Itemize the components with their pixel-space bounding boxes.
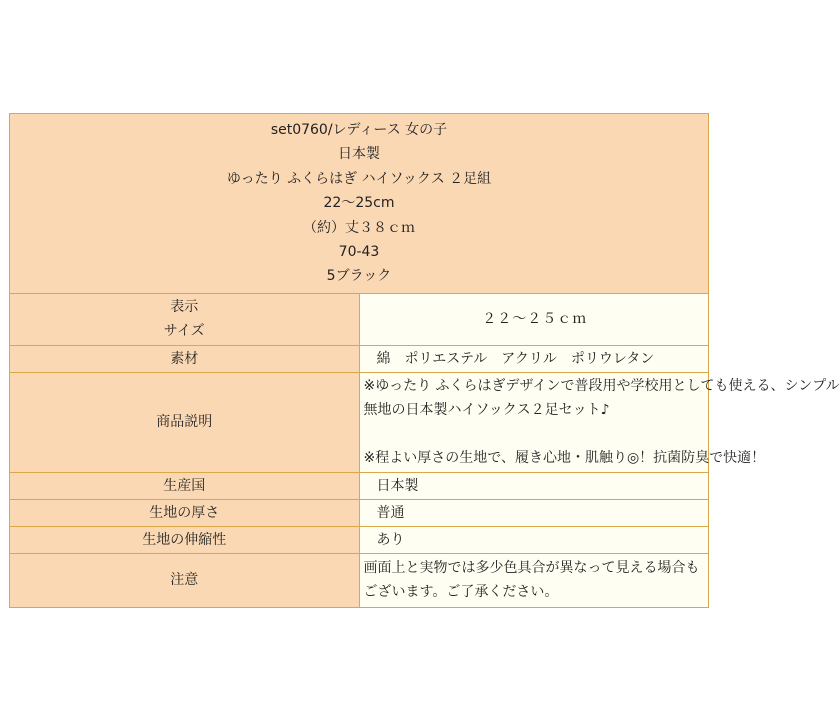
description-line-1: ※ゆったり ふくらはぎデザインで普段用や学校用としても使える、シンプル xyxy=(363,378,840,395)
thickness-label: 生地の厚さ xyxy=(10,499,360,526)
product-spec-table xyxy=(9,113,840,608)
note-value xyxy=(359,553,709,607)
origin-label: 生産国 xyxy=(10,472,360,499)
description-label: 商品説明 xyxy=(10,372,360,472)
size-label: 表示 サイズ xyxy=(10,293,360,345)
description-line-2: 無地の日本製ハイソックス２足セット♪ xyxy=(363,402,610,419)
thickness-row xyxy=(10,499,709,526)
note-row xyxy=(10,553,709,607)
material-row xyxy=(10,345,709,372)
header-row xyxy=(10,114,709,294)
size-row xyxy=(10,293,709,345)
description-spacer xyxy=(364,422,707,446)
note-text: 画面上と実物では多少色具合が異なって見える場合もございます。ご了承ください。 xyxy=(363,560,700,601)
product-name-line: ゆったり ふくらはぎ ハイソックス ２足組 xyxy=(226,170,492,187)
material-value: 綿 ポリエステル アクリル ポリウレタン xyxy=(359,345,709,372)
origin-value: 日本製 xyxy=(359,472,709,499)
size-line: 22～25cm xyxy=(323,195,395,212)
product-code-line: set0760/レディース 女の子 xyxy=(270,122,448,138)
item-number-line: 70-43 xyxy=(338,244,380,261)
stretch-value: あり xyxy=(359,526,709,553)
color-line: 5ブラック xyxy=(326,268,392,285)
note-label: 注意 xyxy=(10,553,360,607)
description-value xyxy=(359,372,840,472)
size-value: ２２～２５ｃｍ xyxy=(359,293,709,345)
description-row xyxy=(10,372,709,472)
stretch-row xyxy=(10,526,709,553)
product-title-block xyxy=(10,114,709,294)
made-in-line: 日本製 xyxy=(338,146,380,163)
stretch-label: 生地の伸縮性 xyxy=(10,526,360,553)
length-line: （約）丈３８ｃｍ xyxy=(303,219,415,236)
origin-row xyxy=(10,472,709,499)
thickness-value: 普通 xyxy=(359,499,709,526)
description-line-3: ※程よい厚さの生地で、履き心地・肌触り◎！抗菌防臭で快適！ xyxy=(363,450,766,467)
material-label: 素材 xyxy=(10,345,360,372)
